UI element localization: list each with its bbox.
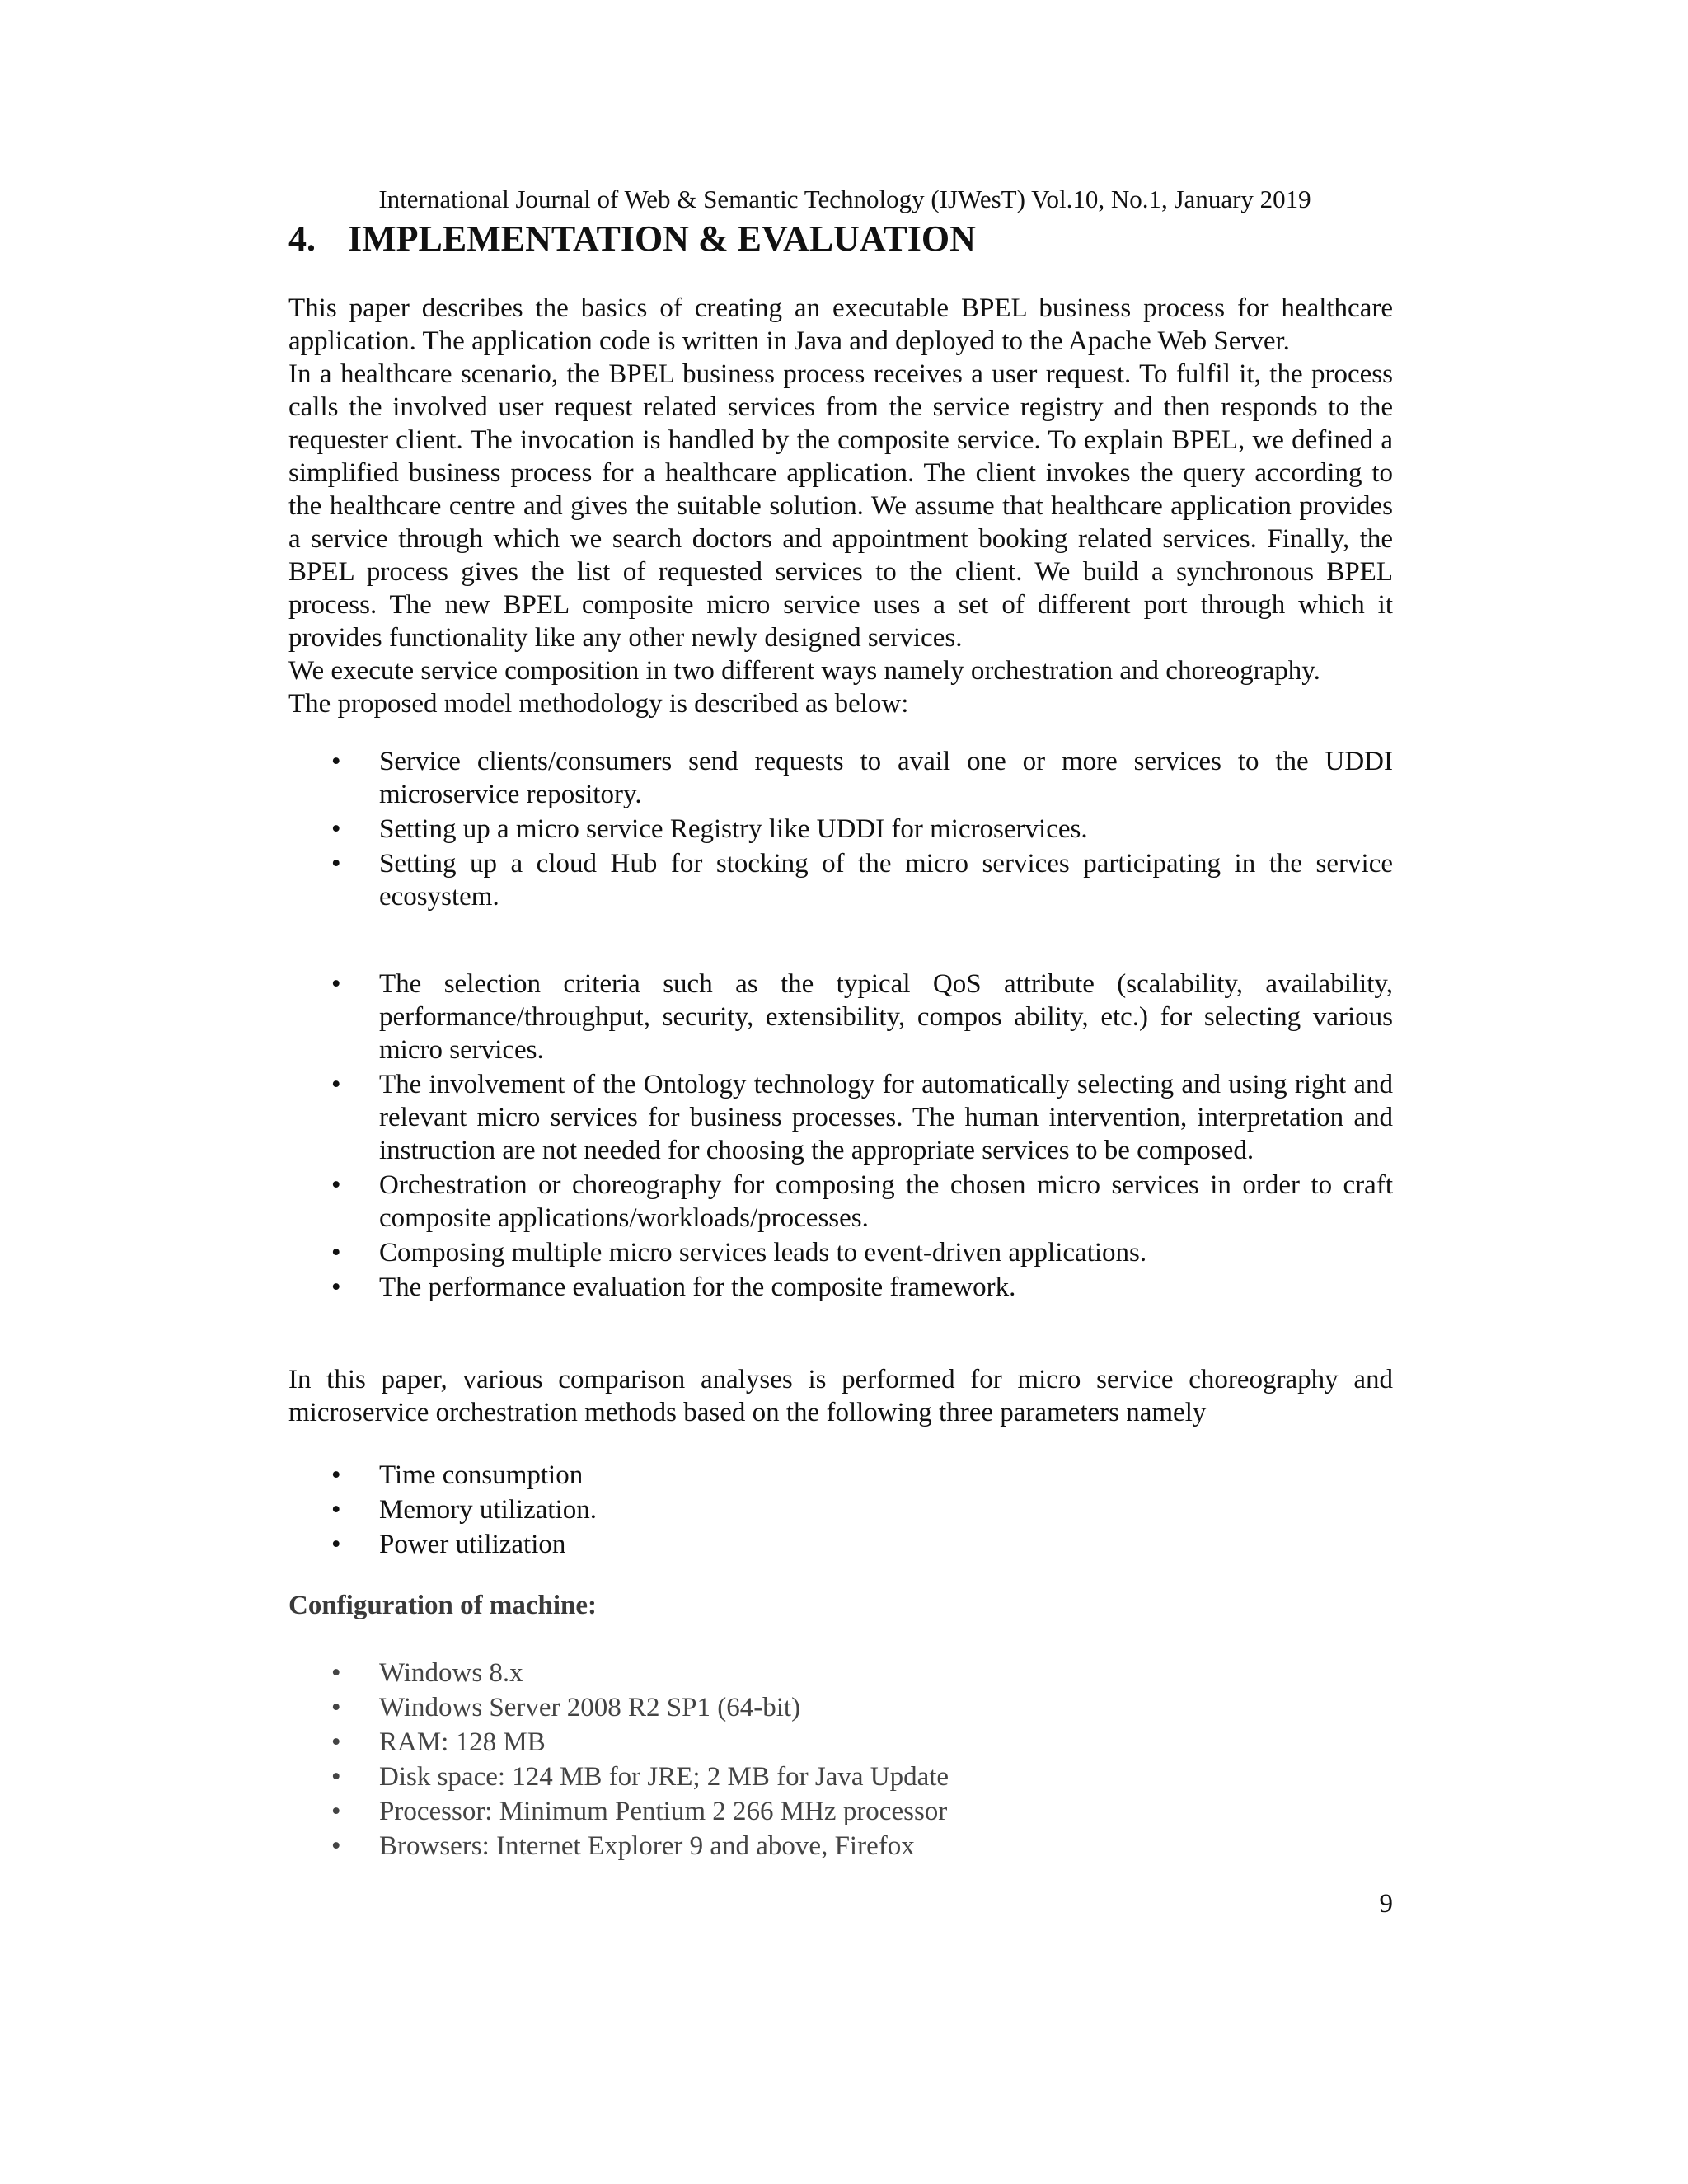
list-item-text: Orchestration or choreography for composing the chosen micro services in order to craft composite applications/workloads/processes.: [379, 1170, 1393, 1233]
comparison-paragraph: In this paper, various comparison analyses is performed for micro service choreography and microservice orchestration methods based on the following three parameters namely: [288, 1365, 1393, 1427]
list-item-text: Windows Server 2008 R2 SP1 (64-bit): [379, 1693, 801, 1722]
intro-paragraph: We execute service composition in two different ways namely orchestration and choreography.: [288, 656, 1320, 686]
bullet-icon: •: [331, 1762, 341, 1792]
running-header: International Journal of Web & Semantic Technology (IJWesT) Vol.10, No.1, January 2019: [378, 185, 1311, 213]
section-title: IMPLEMENTATION & EVALUATION: [348, 218, 976, 259]
bullet-icon: •: [331, 849, 341, 879]
section-number: 4.: [288, 218, 316, 259]
list-item-text: Windows 8.x: [379, 1658, 523, 1688]
bullet-icon: •: [331, 1460, 341, 1490]
bullet-icon: •: [331, 1170, 341, 1200]
list-item: [288, 1795, 1393, 1828]
list-item: [288, 1236, 1393, 1269]
list-item: [288, 1691, 1393, 1724]
methodology-list-b: [288, 968, 1393, 1305]
list-item: [288, 968, 1393, 1066]
list-item-text: The involvement of the Ontology technology for automatically selecting and using right and relevant micro services for business processes. The human intervention, interpretation and instruction are not needed for choosing the appropriate services to be composed.: [379, 1070, 1393, 1165]
bullet-icon: •: [331, 1272, 341, 1302]
intro-text: [288, 292, 1393, 720]
list-item-text: Browsers: Internet Explorer 9 and above, Firefox: [379, 1831, 915, 1861]
configuration-list: [288, 1657, 1393, 1864]
comparison-paragraph-block: [288, 1363, 1393, 1429]
list-item: [288, 1760, 1393, 1793]
list-item: [288, 1068, 1393, 1167]
intro-paragraph: This paper describes the basics of creating an executable BPEL business process for healthcare application. The application code is written in Java and deployed to the Apache Web Server.: [288, 293, 1393, 356]
bullet-icon: •: [331, 1831, 341, 1861]
list-item: [288, 847, 1393, 913]
bullet-icon: •: [331, 814, 341, 844]
list-item: [288, 1459, 1393, 1492]
bullet-icon: •: [331, 1070, 341, 1099]
configuration-heading: Configuration of machine:: [288, 1591, 597, 1620]
list-item: [288, 1271, 1393, 1304]
list-item: [288, 1528, 1393, 1561]
methodology-list-a: [288, 745, 1393, 915]
list-item: [288, 1657, 1393, 1690]
list-item-text: Power utilization: [379, 1530, 566, 1559]
list-item: [288, 745, 1393, 811]
list-item-text: Composing multiple micro services leads to event-driven applications.: [379, 1238, 1147, 1268]
intro-paragraph: The proposed model methodology is described as below:: [288, 689, 909, 719]
list-item: [288, 1726, 1393, 1759]
bullet-icon: •: [331, 1238, 341, 1268]
list-item-text: RAM: 128 MB: [379, 1727, 546, 1757]
bullet-icon: •: [331, 1693, 341, 1722]
bullet-icon: •: [331, 1530, 341, 1559]
bullet-icon: •: [331, 1658, 341, 1688]
list-item-text: Disk space: 124 MB for JRE; 2 MB for Java Update: [379, 1762, 950, 1792]
list-item-text: Processor: Minimum Pentium 2 266 MHz processor: [379, 1797, 948, 1826]
page-number: 9: [1379, 1889, 1393, 1919]
list-item-text: The performance evaluation for the composite framework.: [379, 1272, 1016, 1302]
list-item-text: Time consumption: [379, 1460, 584, 1490]
list-item-text: Setting up a micro service Registry like UDDI for microservices.: [379, 814, 1088, 844]
list-item-text: The selection criteria such as the typical QoS attribute (scalability, availability, performance/throughput, security, extensibility, compos ability, etc.) for selecting various micro services.: [379, 969, 1393, 1065]
bullet-icon: •: [331, 1727, 341, 1757]
list-item: [288, 1169, 1393, 1235]
list-item: [288, 1830, 1393, 1863]
list-item-text: Service clients/consumers send requests to avail one or more services to the UDDI microservice repository.: [379, 747, 1393, 809]
bullet-icon: •: [331, 1495, 341, 1525]
section-heading: [288, 216, 976, 262]
list-item: [288, 1493, 1393, 1526]
bullet-icon: •: [331, 969, 341, 999]
list-item-text: Setting up a cloud Hub for stocking of the micro services participating in the service ecosystem.: [379, 849, 1393, 912]
bullet-icon: •: [331, 747, 341, 776]
list-item-text: Memory utilization.: [379, 1495, 597, 1525]
parameters-list: [288, 1459, 1393, 1563]
bullet-icon: •: [331, 1797, 341, 1826]
list-item: [288, 813, 1393, 846]
intro-paragraph: In a healthcare scenario, the BPEL business process receives a user request. To fulfil it, the process calls the involved user request related services from the service registry and then responds to the requester client. The invocation is handled by the composite service. To explain BPEL, we defined a simplified business process for a healthcare application. The client invokes the query according to the healthcare centre and gives the suitable solution. We assume that healthcare application provides a service through which we search doctors and appointment booking related services. Finally, the BPEL process gives the list of requested services to the client. We build a synchronous BPEL process. The new BPEL composite micro service uses a set of different port through which it provides functionality like any other newly designed services.: [288, 359, 1393, 653]
